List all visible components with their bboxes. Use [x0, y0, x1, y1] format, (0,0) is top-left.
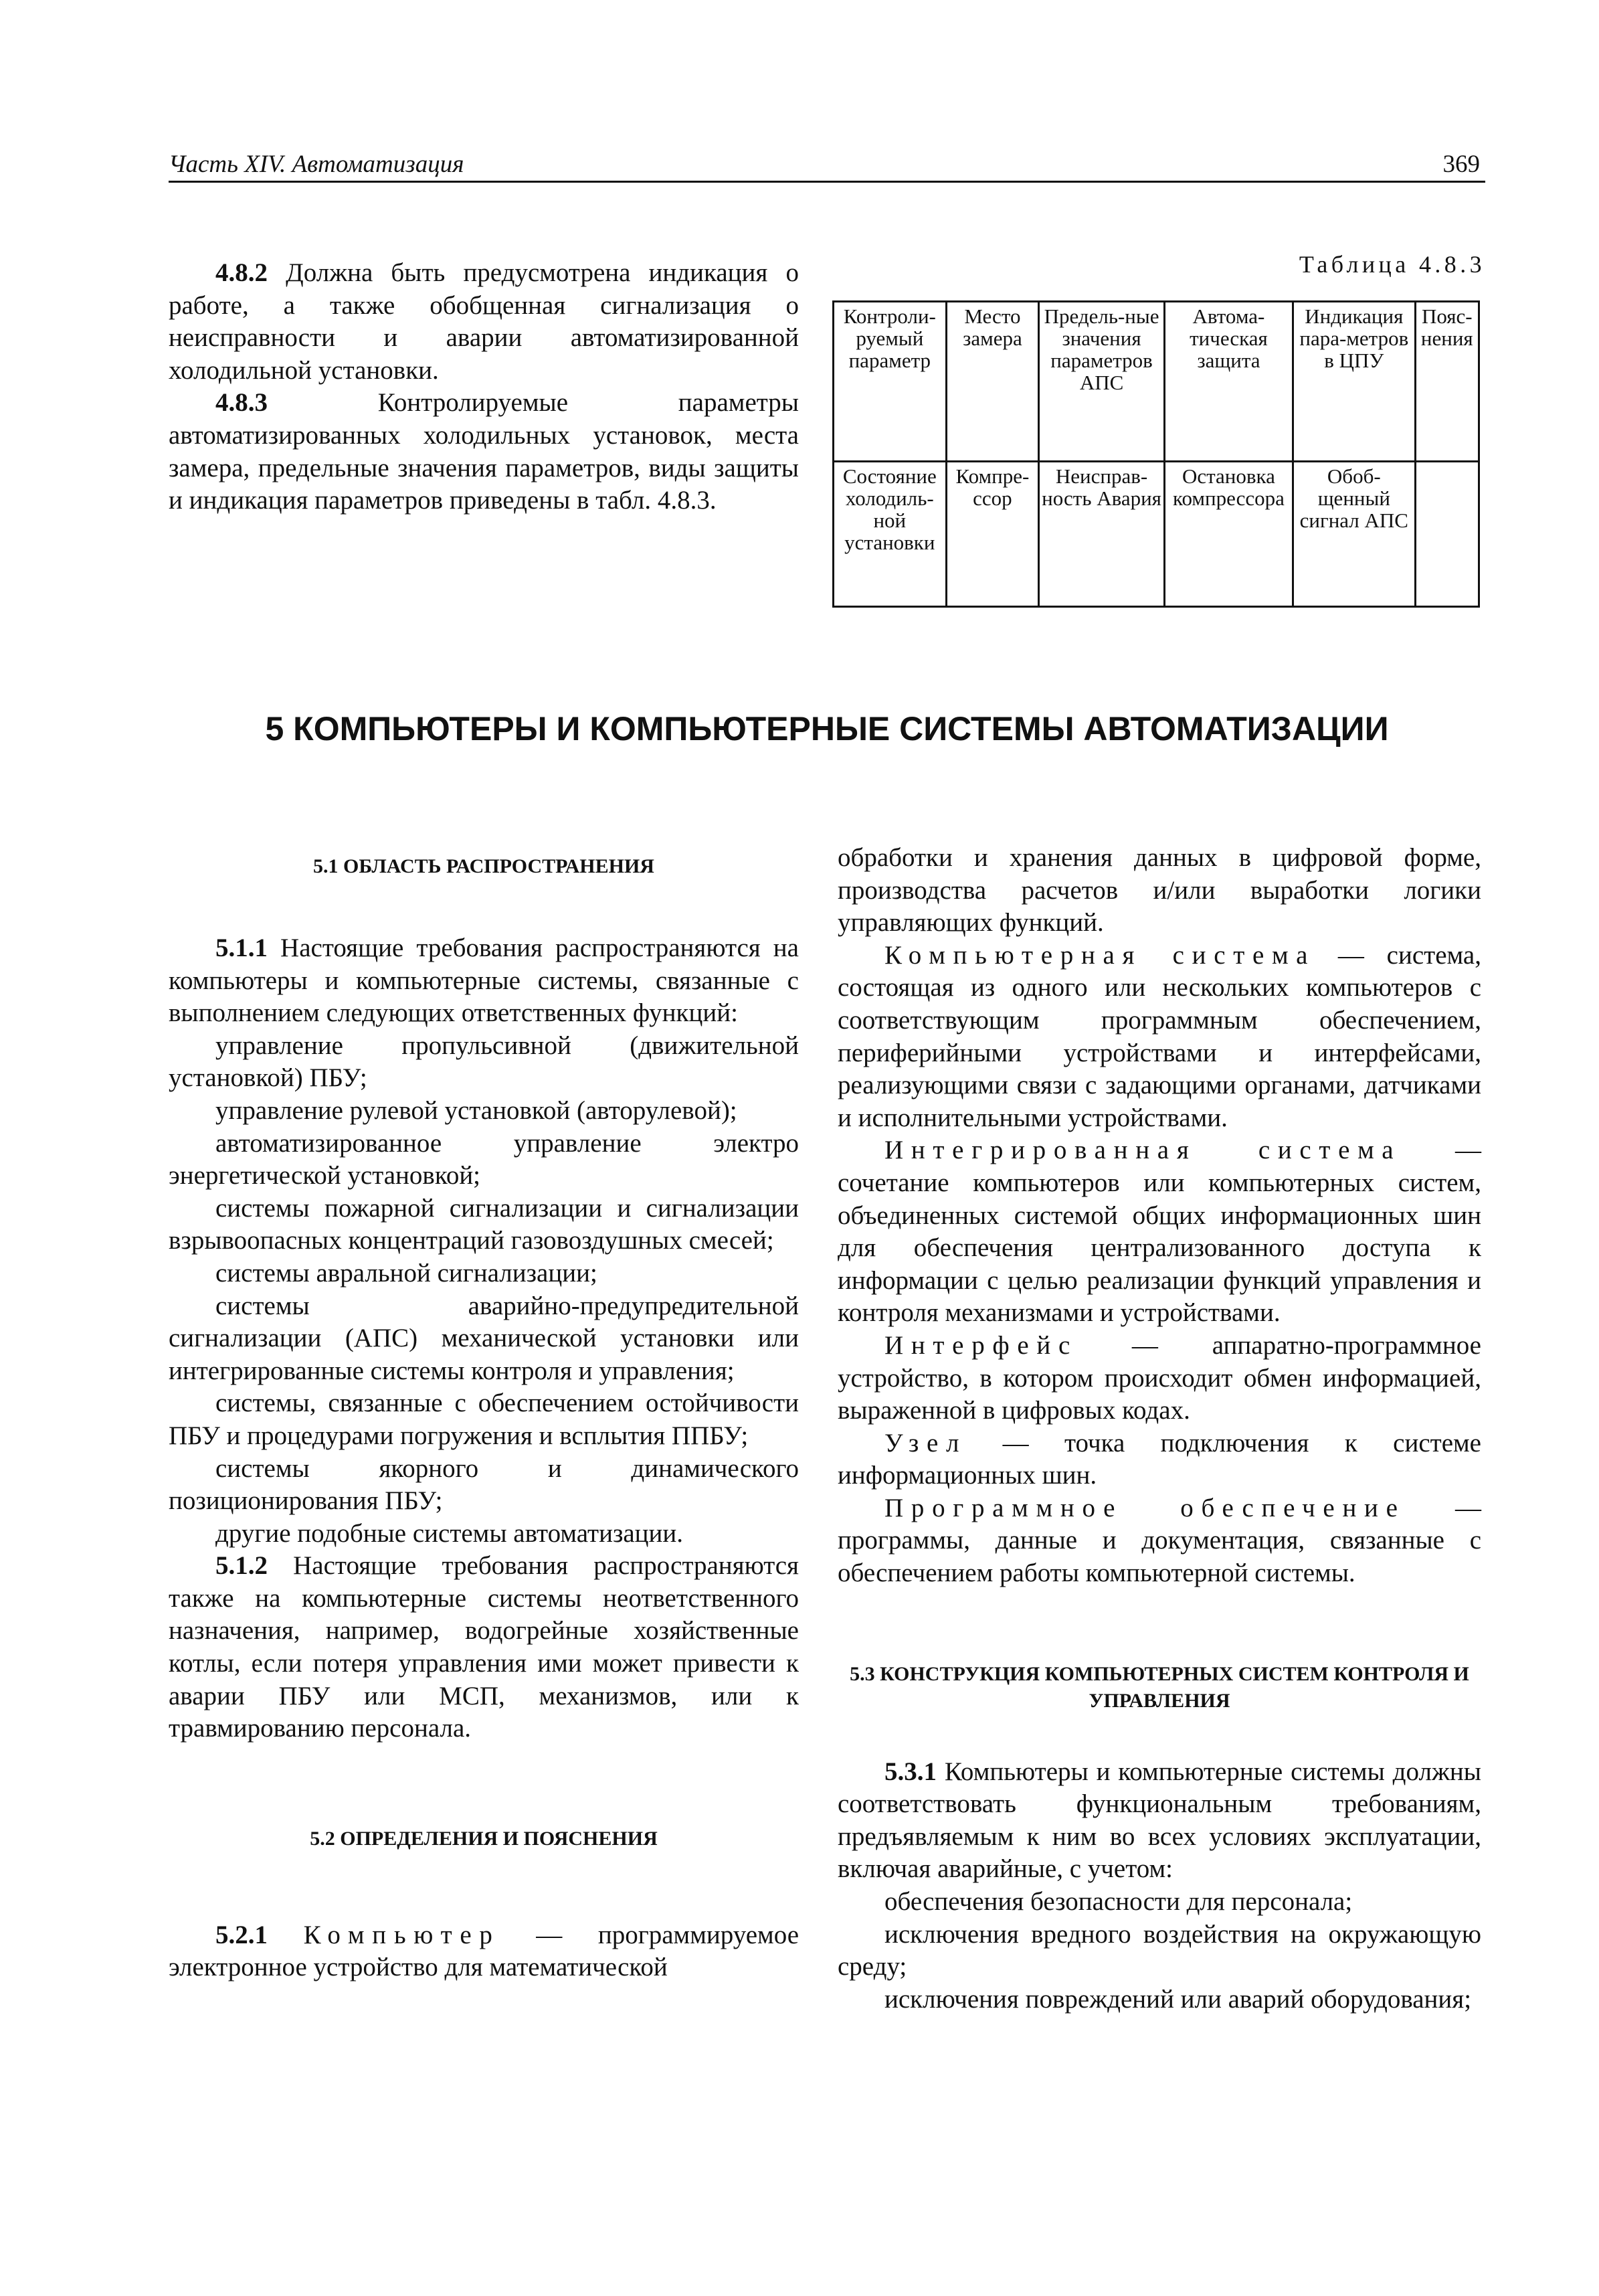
paragraph-5-2-1 — [169, 1919, 799, 1984]
page-number: 369 — [1442, 151, 1480, 178]
definition-text: — система, состоящая из одного или нескольких компьютеров с соответствующим программным обеспечением, периферийными устройствами и интерфейсами, реализующими связи с задающими органами, датчиками и исполнительными устройствами. — [838, 940, 1481, 1132]
running-header — [169, 149, 1485, 183]
subsection-heading-5-2: 5.2 ОПРЕДЕЛЕНИЯ И ПОЯСНЕНИЯ — [310, 1827, 658, 1850]
clause-number: 5.3.1 — [884, 1757, 937, 1786]
defined-term: Программное обеспечение — [884, 1493, 1406, 1522]
table-4-8-3 — [832, 300, 1480, 608]
table-cell: Состояние холодиль-ной установки — [834, 462, 947, 607]
left-column — [169, 853, 799, 1984]
subsection-heading-5-1: 5.1 ОБЛАСТЬ РАСПРОСТРАНЕНИЯ — [313, 855, 654, 877]
list-item: системы, связанные с обеспечением остойчивости ПБУ и процедурами погружения и всплытия ППБУ; — [169, 1389, 799, 1450]
list-item: управление пропульсивной (движительной установкой) ПБУ; — [169, 1031, 799, 1093]
definition-text: — сочетание компьютеров или компьютерных систем, объединенных системой общих информационных шин для обеспечения централизованного доступа к информации с целью реализации функций управления и контроля механизмами и устройствами. — [838, 1136, 1481, 1328]
table-row — [834, 462, 1479, 607]
clause-number: 4.8.3 — [215, 388, 268, 418]
right-column — [838, 842, 1481, 2016]
defined-term: Компьютерная система — [884, 940, 1316, 970]
paragraph-text: Контролируемые параметры автоматизированных холодильных установок, места замера, предельные значения параметров, виды защиты и индикация параметров приведены в табл. 4.8.3. — [169, 388, 799, 515]
definition-text: — точка подключения к системе информационных шин. — [838, 1428, 1481, 1490]
paragraph-4-8-2 — [169, 257, 799, 387]
defined-term: Узел — [884, 1428, 967, 1458]
list-item: другие подобные системы автоматизации. — [215, 1518, 684, 1548]
table-header-cell: Предель-ные значения параметров АПС — [1039, 302, 1165, 462]
table-header-cell: Автома-тическая защита — [1164, 302, 1293, 462]
running-header-title: Часть XIV. Автоматизация — [169, 151, 464, 178]
table-cell: Компре-ссор — [946, 462, 1039, 607]
list-item: системы пожарной сигнализации и сигнализации взрывоопасных концентраций газовоздушных смесей; — [169, 1193, 799, 1255]
list-item: управление рулевой установкой (авторулевой); — [215, 1095, 737, 1125]
table-caption: Таблица 4.8.3 — [1299, 251, 1485, 278]
table-cell: Неисправ-ность Авария — [1039, 462, 1165, 607]
list-item: системы якорного и динамического позиционирования ПБУ; — [169, 1453, 799, 1516]
section-title: 5 КОМПЬЮТЕРЫ И КОМПЬЮТЕРНЫЕ СИСТЕМЫ АВТОМАТИЗАЦИИ — [265, 710, 1389, 747]
definition — [838, 1134, 1481, 1330]
list-item: исключения вредного воздействия на окружающую среду; — [838, 1919, 1481, 1981]
definition-text: — программы, данные и документация, связанные с обеспечением работы компьютерной системы. — [838, 1493, 1481, 1588]
definition — [838, 1330, 1481, 1427]
table-header-cell: Пояс-нения — [1415, 302, 1479, 462]
table-header-cell: Контроли-руемый параметр — [834, 302, 947, 462]
paragraph-text: — программируемое электронное устройство для математической — [169, 1920, 800, 1982]
subsection-heading-5-3: 5.3 КОНСТРУКЦИЯ КОМПЬЮТЕРНЫХ СИСТЕМ КОНТРОЛЯ И УПРАВЛЕНИЯ — [850, 1662, 1469, 1712]
clause-number: 5.1.2 — [215, 1551, 268, 1581]
table-cell: Остановка компрессора — [1164, 462, 1293, 607]
table-header-cell: Индикация пара-метров в ЦПУ — [1293, 302, 1416, 462]
continued-paragraph: обработки и хранения данных в цифровой форме, производства расчетов и/или выработки логики управляющих функций. — [838, 843, 1481, 938]
table-cell: Обоб-щенный сигнал АПС — [1293, 462, 1416, 607]
paragraph-4-8-3 — [169, 387, 799, 517]
list-item: обеспечения безопасности для персонала; — [884, 1887, 1353, 1917]
list-item: исключения повреждений или аварий оборудования; — [884, 1984, 1472, 2014]
table-header-row — [834, 302, 1479, 462]
clause-number: 5.2.1 — [215, 1920, 268, 1949]
defined-term: Компьютер — [303, 1920, 500, 1949]
clause-number: 5.1.1 — [215, 934, 268, 962]
list-item: системы авральной сигнализации; — [215, 1258, 597, 1288]
list-item: системы аварийно-предупредительной сигнализации (АПС) механической установки или интегрированные системы контроля и управления; — [169, 1291, 799, 1385]
definition — [838, 940, 1481, 1135]
paragraph-5-1-2 — [169, 1550, 799, 1745]
paragraph-text: Настоящие требования распространяются также на компьютерные системы неответственного назначения, например, водогрейные хозяйственные котлы, если потеря управления ими может привести к аварии ПБУ или МСП, механизмов, или к травмированию персонала. — [169, 1551, 799, 1743]
clause-number: 4.8.2 — [215, 258, 268, 287]
table-header-cell: Место замера — [946, 302, 1039, 462]
table-cell — [1415, 462, 1479, 607]
list-item: автоматизированное управление электро энергетической установкой; — [169, 1128, 799, 1190]
definition-text: — аппаратно-программное устройство, в котором происходит обмен информацией, выраженной в цифровых кодах. — [838, 1330, 1481, 1425]
paragraph-text: Настоящие требования распространяются на компьютеры и компьютерные системы, связанные с выполнением следующих ответственных функций: — [169, 934, 799, 1028]
paragraph-text: Должна быть предусмотрена индикация о работе, а также обобщенная сигнализация о неисправности и аварии автоматизированной холодильной установки. — [169, 258, 799, 385]
defined-term: Интерфейс — [884, 1330, 1078, 1360]
defined-term: Интегрированная система — [884, 1136, 1402, 1165]
top-left-text — [169, 257, 799, 517]
paragraph-text: Компьютеры и компьютерные системы должны соответствовать функциональным требованиям, предъявляемым к ним во всех условиях эксплуатации, включая аварийные, с учетом: — [838, 1757, 1481, 1884]
paragraph-5-3-1 — [838, 1756, 1481, 1886]
definition — [838, 1427, 1481, 1492]
definition — [838, 1492, 1481, 1590]
paragraph-5-1-1 — [169, 932, 799, 1030]
